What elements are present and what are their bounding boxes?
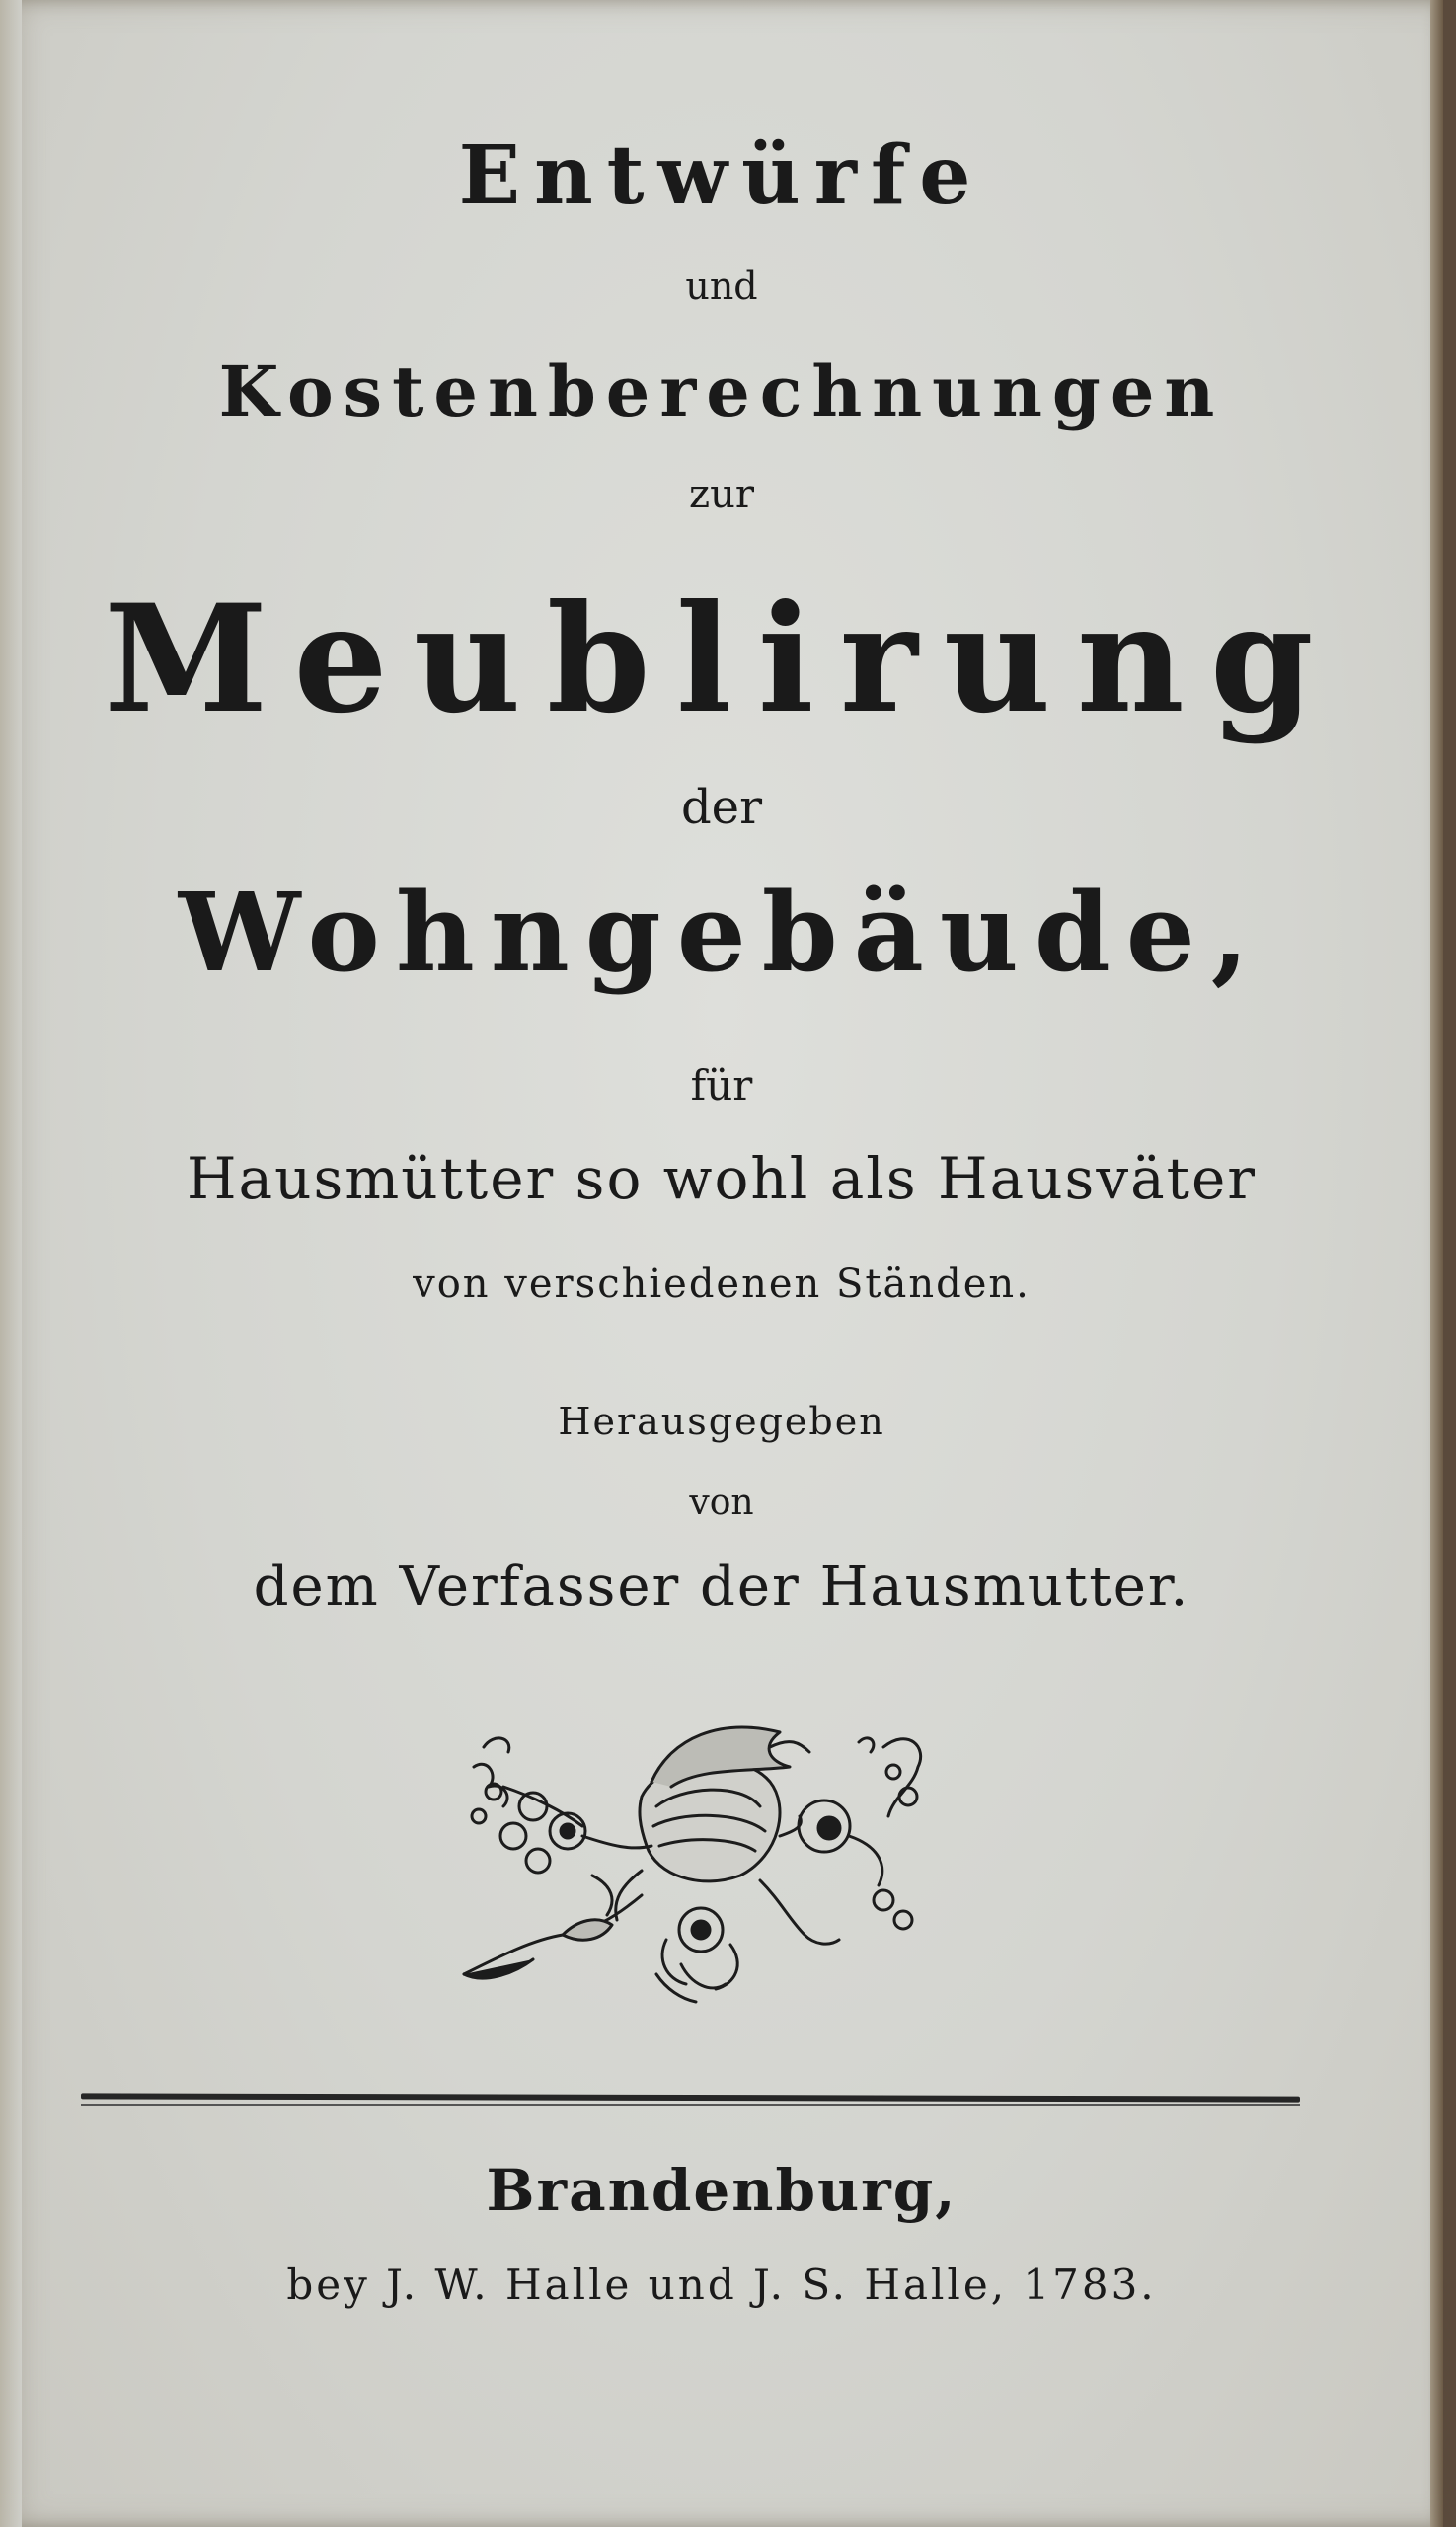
title-line-kostenberechnungen: Kostenberechnungen: [218, 350, 1225, 432]
title-line-staenden: von verschiedenen Ständen.: [413, 1262, 1031, 1307]
imprint-line: bey J. W. Halle und J. S. Halle, 1783.: [286, 2260, 1157, 2309]
floral-cornucopia-vignette-icon: [444, 1688, 948, 2014]
title-line-zur: zur: [689, 472, 754, 517]
title-line-der: der: [680, 780, 763, 835]
title-line-entwuerfe: Entwürfe: [458, 128, 985, 223]
title-line-herausgegeben: Herausgegeben: [558, 1400, 885, 1443]
title-line-hausmuetter: Hausmütter so wohl als Hausväter: [186, 1145, 1258, 1212]
author-line: dem Verfasser der Hausmutter.: [253, 1555, 1190, 1619]
title-line-fuer: für: [690, 1061, 753, 1110]
divider-rule-thin: [81, 2104, 1300, 2106]
title-line-und: und: [685, 265, 758, 308]
title-line-von: von: [689, 1483, 754, 1523]
place-of-publication: Brandenburg,: [486, 2157, 958, 2224]
title-line-wohngebaeude: Wohngebäude,: [178, 869, 1265, 996]
divider-rule: [81, 2093, 1300, 2102]
title-line-meublirung: Meublirung: [104, 573, 1340, 746]
